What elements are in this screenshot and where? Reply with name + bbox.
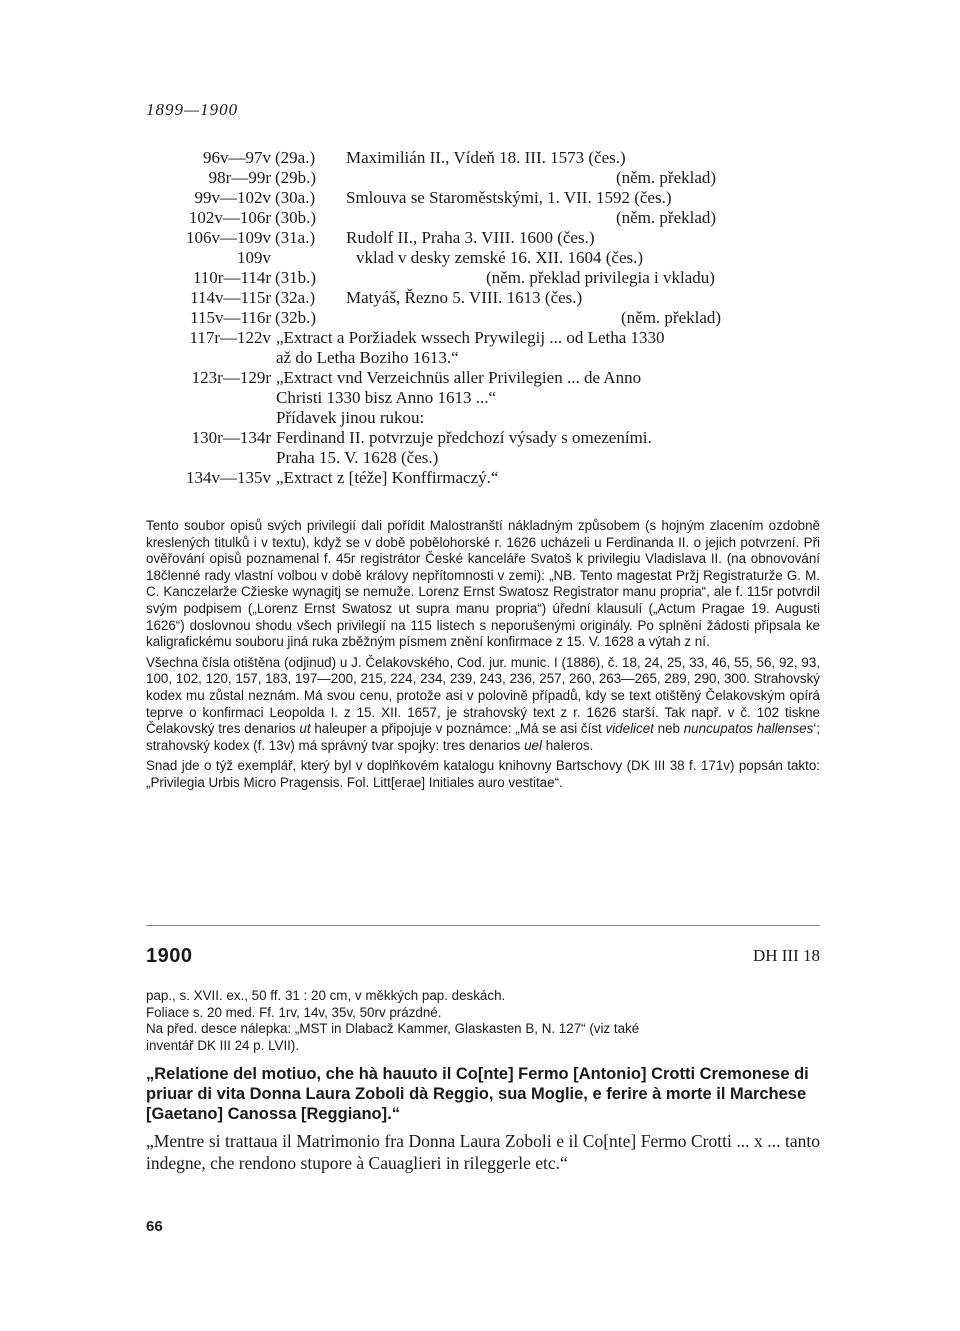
item-title: (něm. překlad) (616, 208, 717, 227)
shelf-mark: DH III 18 (752, 946, 820, 965)
folio-range: 123r—129r (191, 368, 271, 387)
note-italic: nuncupatos hallenses (683, 721, 814, 737)
contents-row (163, 148, 823, 168)
item-mark: (29a.) (275, 148, 316, 167)
folio-range: 98r—99r (208, 168, 271, 187)
contents-row (163, 288, 823, 308)
contents-row (163, 368, 823, 388)
item-title-continued: Christi 1330 bisz Anno 1613 ...“ (276, 388, 497, 407)
item-mark: (30a.) (275, 188, 316, 207)
item-title: vklad v desky zemské 16. XII. 1604 (čes.) (356, 248, 644, 267)
folio-range: 134v—135v (186, 468, 271, 487)
folio-range: 110r—114r (192, 268, 271, 287)
item-mark: (31a.) (275, 228, 316, 247)
entry-heading: „Relatione del motiuo, che hà hauuto il Co[nte] Fermo [Antonio] Crotti Cremonese di priuar di vita Donna Laura Zoboli dà Reggio, sua Moglie, e ferire à morte il Marchese [Gaetano] Canossa [Reggiano].“ (146, 1065, 809, 1123)
contents-row (163, 268, 823, 288)
folio-range: 99v—102v (194, 188, 271, 207)
folio-range: 102v—106r (188, 208, 271, 227)
note-italic: ut (299, 721, 311, 737)
contents-row (163, 408, 823, 428)
entry-incipit: „Mentre si trattaua il Matrimonio fra Donna Laura Zoboli e il Co[nte] Fermo Crotti ... x ... tanto indegne, che rendono stupore à Cauaglieri in rileggerle etc.“ (146, 1131, 820, 1173)
item-mark: (30b.) (275, 208, 317, 227)
folio-range: 117r—122v (189, 328, 271, 347)
folio-range: 106v—109v (186, 228, 271, 247)
note-paragraph (146, 655, 820, 755)
commentary-notes (146, 518, 820, 796)
item-title: Smlouva se Staroměstskými, 1. VII. 1592 (čes.) (346, 188, 672, 207)
note-paragraph: Snad jde o týž exemplář, který byl v doplňkovém katalogu knihovny Bartschovy (DK III 38 f. 171v) popsán takto: „Privilegia Urbis Micro Pragensis. Fol. Litt[erae] Initiales auro vestitae“. (146, 758, 820, 790)
page-number: 66 (146, 1218, 163, 1235)
item-title-continued: až do Letha Boziho 1613.“ (276, 348, 459, 367)
running-head: 1899—1900 (146, 100, 239, 119)
note-italic: uel (524, 737, 542, 753)
description-line: inventář DK III 24 p. LVII). (146, 1037, 300, 1053)
contents-row (163, 208, 823, 228)
item-title: Ferdinand II. potvrzuje předchozí výsady s omezeními. (276, 428, 652, 447)
contents-row (163, 328, 823, 348)
note-italic: videlicet (605, 721, 654, 737)
physical-description (146, 988, 820, 1054)
contents-row (163, 348, 823, 368)
folio-range: 130r—134r (191, 428, 271, 447)
folio-range: 115v—116r (190, 308, 271, 327)
section-divider (146, 925, 820, 926)
description-line: Na před. desce nálepka: „MST in Dlabacž Kammer, Glaskasten B, N. 127“ (viz také (146, 1021, 640, 1037)
item-title: „Extract a Poržiadek wssech Prywilegij ... od Letha 1330 (276, 328, 665, 347)
note-paragraph: Tento soubor opisů svých privilegií dali pořídit Malostranští nákladným způsobem (s hojným zlacením ozdobně kreslených titulků i v textu), když se v době pobělohorské r. 1626 ucházeli u Ferdinanda II. o jejich potvrzení. Při ověřování opisů poznamenal f. 45r registrátor České kanceláře Svatoš k privilegiu Vladislava II. (na obnovování 18členné rady vlastní volbou v době královy nepřítomnosti v zemi): „NB. Tento magestat Pržj Registraturže G. M. C. Kanczelarže Cžieske wynagitj se nemuže. Lorenz Ernst Swatosz Registrator manu propria“, ale f. 115r potvrdil svým podpisem („Lorenz Ernst Swatosz ut supra manu propria“) úřední klausulí („Actum Pragae 19. Augusti 1626“) doslovnou shodu všech privilegií na 115 listech s neporušenými originály. Po splnění žádosti připsala ke kaligrafickému souboru jiná ruka zběžným písmem znění konfirmace z 15. V. 1628 a výtah z ní. (146, 518, 820, 650)
folio-range: 96v—97v (203, 148, 271, 167)
contents-row (163, 168, 823, 188)
item-title: „Extract z [téže] Konffirmaczý.“ (276, 468, 499, 487)
description-line: Foliace s. 20 med. Ff. 1rv, 14v, 35v, 50rv prázdné. (146, 1004, 442, 1020)
note-text: haleros. (545, 737, 594, 753)
contents-table (163, 148, 823, 488)
contents-row (163, 248, 823, 268)
item-title: (něm. překlad privilegia i vkladu) (486, 268, 715, 287)
item-mark: (32b.) (275, 308, 317, 327)
item-title: Maximilián II., Vídeň 18. III. 1573 (čes.) (346, 148, 626, 167)
contents-row (163, 428, 823, 448)
note-text: haleuper a připojuje v poznámce: „Má se asi číst (314, 721, 602, 737)
item-title: Rudolf II., Praha 3. VIII. 1600 (čes.) (346, 228, 595, 247)
contents-row (163, 388, 823, 408)
contents-row (163, 228, 823, 248)
contents-row (163, 308, 823, 328)
item-title-continued: Praha 15. V. 1628 (čes.) (276, 448, 439, 467)
item-title: „Extract vnd Verzeichnüs aller Privilegien ... de Anno (276, 368, 642, 387)
folio-range: 114v—115r (190, 288, 271, 307)
item-title: (něm. překlad) (616, 168, 717, 187)
item-mark: (29b.) (275, 168, 317, 187)
note-text: neb (657, 721, 680, 737)
item-mark: (32a.) (275, 288, 316, 307)
contents-row (163, 188, 823, 208)
note-text: Všechna čísla otištěna (odjinud) u J. Čelakovského, Cod. jur. munic. I (1886), č. 18, 24, 25, 33, 46, 55, 56, 92, 93, 100, 102, 120, 157, 183, 197—200, 215, 224, 234, 239, 243, 236, 257, 260, 263—265, 289, 290, 300. Strahovský kodex mu zůstal neznám. Má svou cenu, protože asi v polovině případů, kdy se text otištěný Čelakovským opírá teprve o konfirmaci Leopolda I. z 15. XII. 1657, je strahovský text z r. 1626 starší. Tak např. v č. 102 tiskne Čelakovský tres denarios (146, 654, 820, 737)
entry-number: 1900 (146, 945, 193, 967)
folio-range: 109v (237, 248, 271, 267)
contents-row (163, 448, 823, 468)
item-title: Matyáš, Řezno 5. VIII. 1613 (čes.) (346, 288, 583, 307)
contents-row (163, 468, 823, 488)
note-text: ‘; strahovský kodex (f. 13v) má správný tvar spojky: tres denarios (146, 721, 820, 753)
description-line: pap., s. XVII. ex., 50 ff. 31 : 20 cm, v měkkých pap. deskách. (146, 988, 506, 1003)
item-title: (něm. překlad) (621, 308, 722, 327)
item-mark: (31b.) (275, 268, 317, 287)
addition-label: Přídavek jinou rukou: (276, 408, 425, 427)
